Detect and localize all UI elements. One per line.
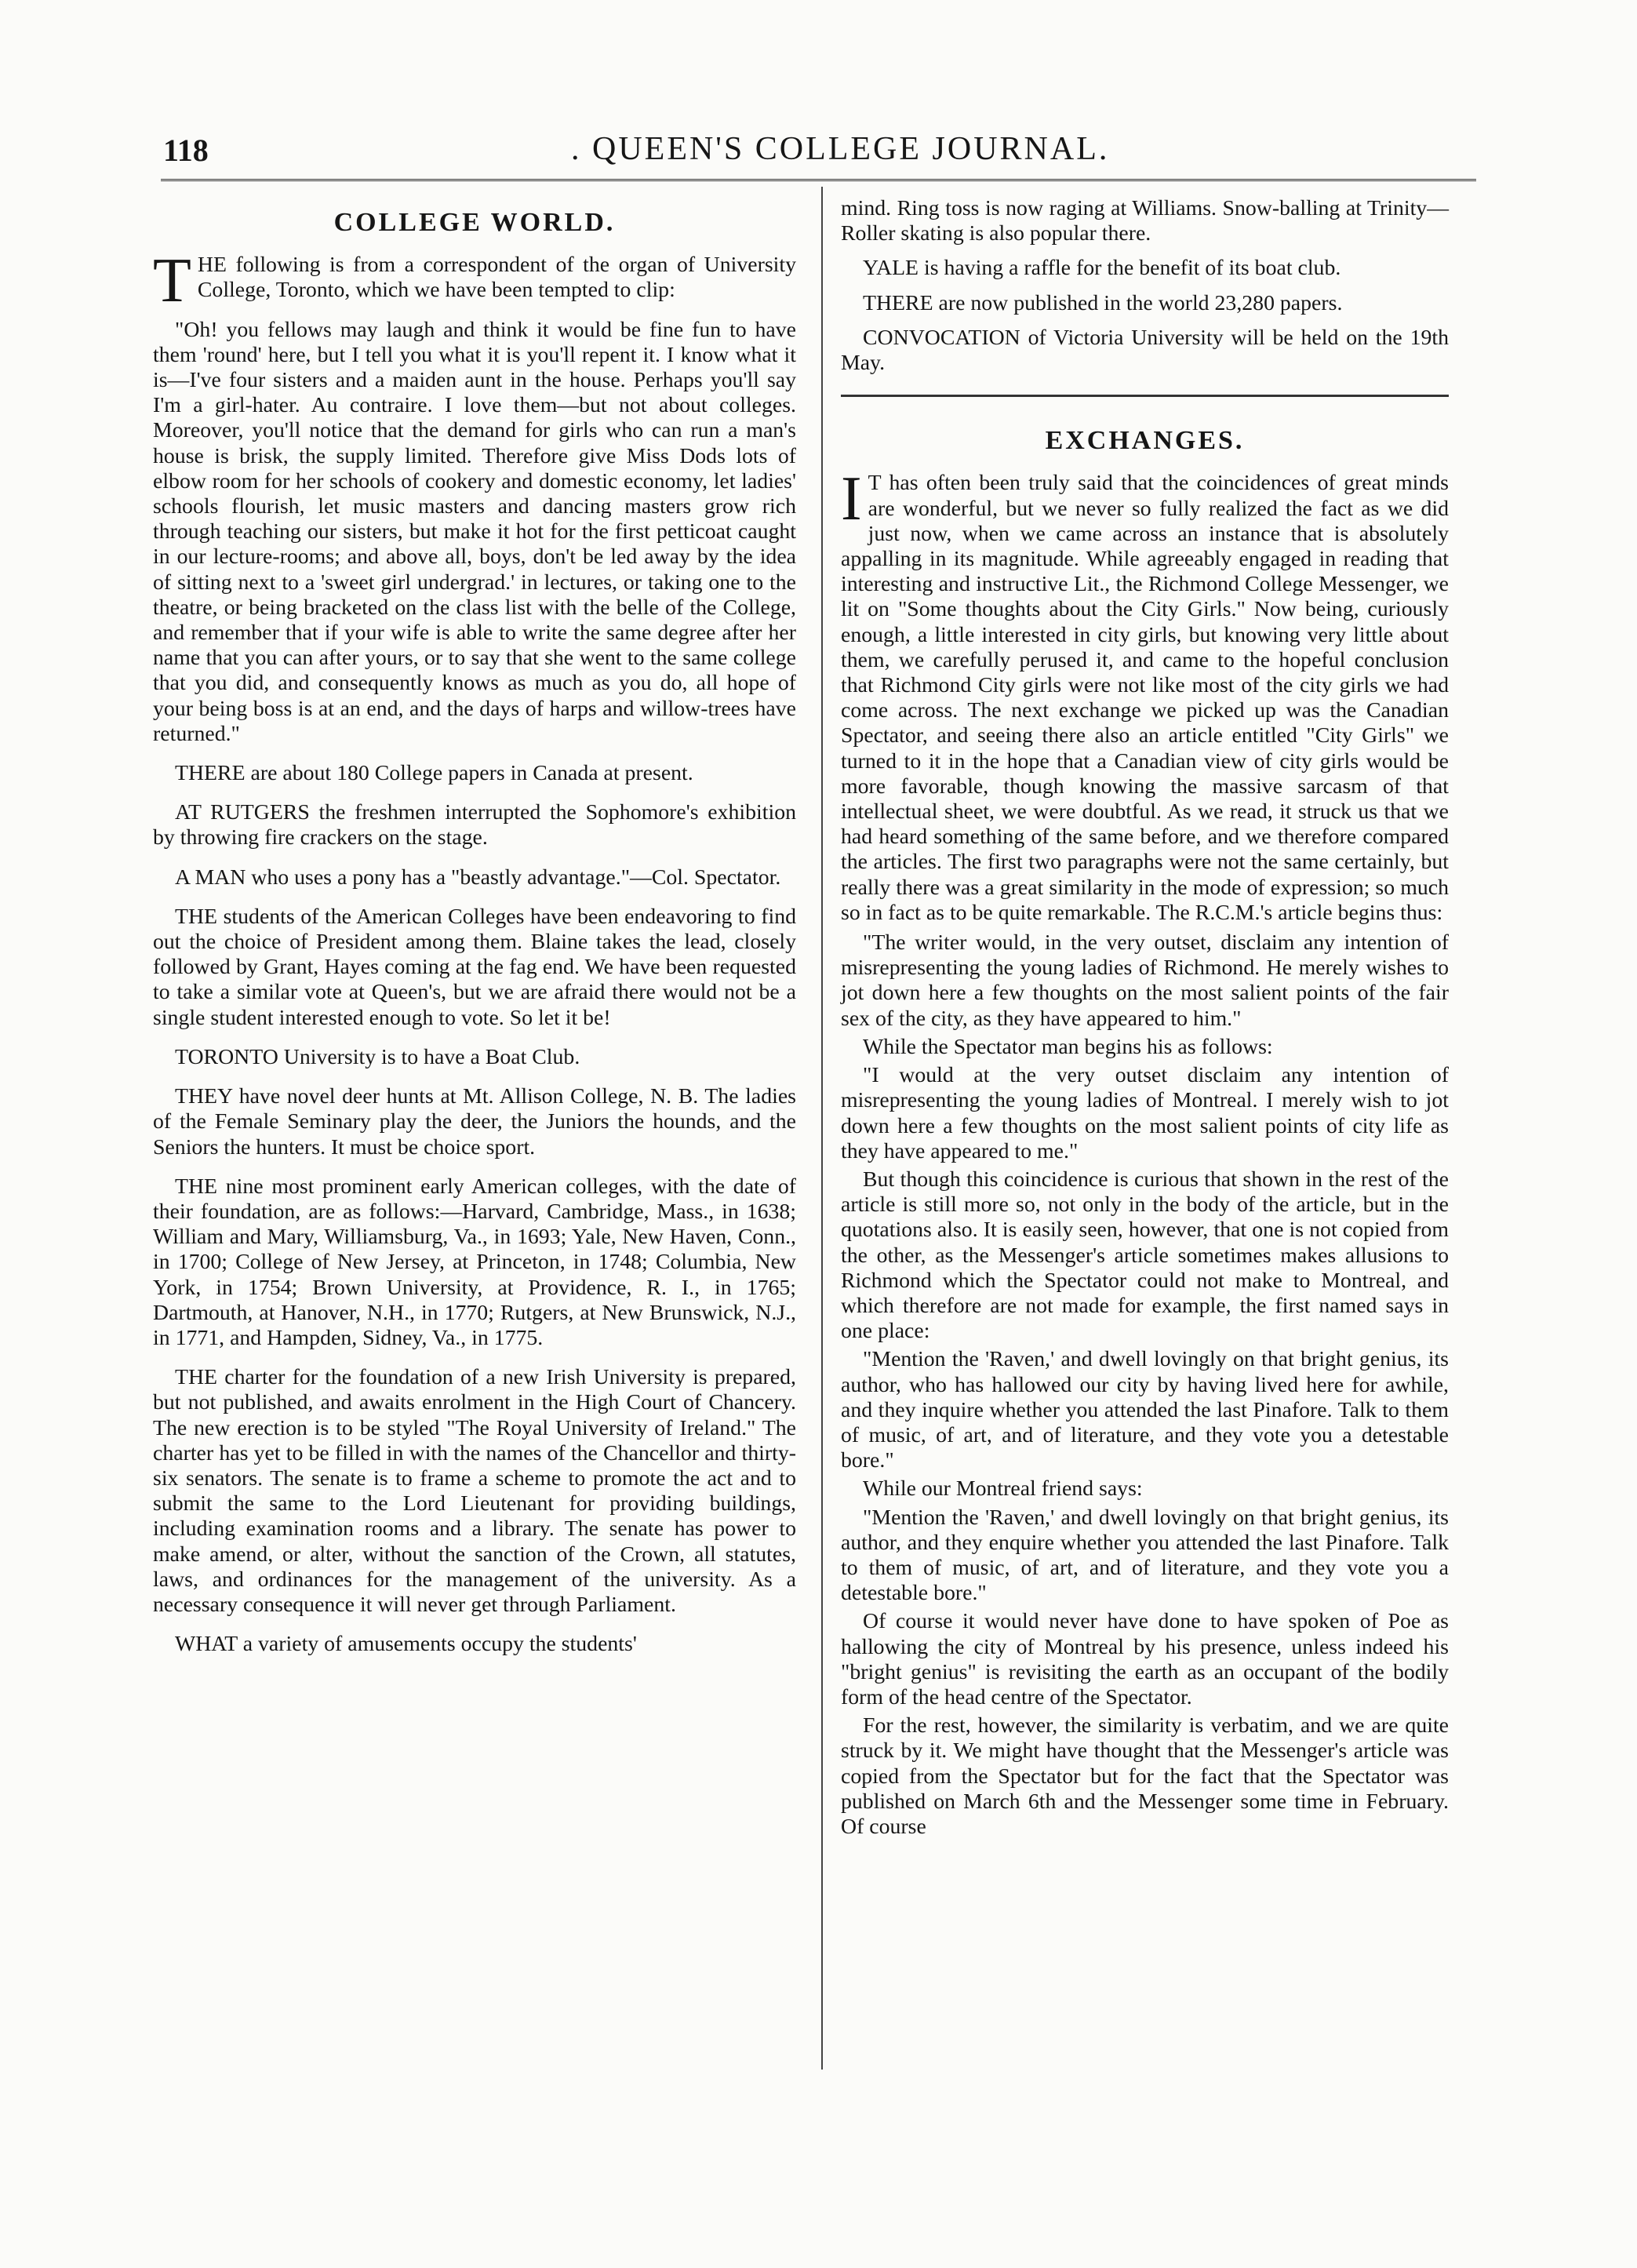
paragraph: But though this coincidence is curious that shown in the rest of the article is still more so, not only in the body of the article, but in the quotations also. It is easily seen, however, that one is not copied from the other, as the Messenger's article sometimes makes allusions to Richmond which the Spectator could not make to Montreal, and which therefore are not made for example, the first named says in one place: (841, 1167, 1449, 1344)
paragraph: TORONTO University is to have a Boat Club. (175, 1044, 580, 1069)
paragraph: THERE are now published in the world 23,280 papers. (863, 290, 1343, 315)
paragraph: YALE is having a raffle for the benefit of its boat club. (863, 256, 1341, 281)
page-header (0, 0, 1637, 180)
journal-title: . QUEEN'S COLLEGE JOURNAL. (571, 131, 1110, 167)
left-column (153, 196, 796, 1671)
paragraph: Of course it would never have done to have spoken of Poe as hallowing the city of Montreal by his presence, unless indeed his "bright genius" is revisiting the earth as an occupant of the bodily form of the head centre of the Spectator. (841, 1609, 1449, 1709)
paragraph: THE charter for the foundation of a new Irish University is prepared, but not published, and awaits enrolment in the High Court of Chancery. The new erection is to be styled "The Royal University of Ireland." The charter has yet to be filled in with the names of the Chancellor and thirty-six senators. The senate is to frame a scheme to promote the act and to submit the same to the Lord Lieutenant for providing buildings, including examination rooms and a library. The senate has power to make amend, or alter, without the sanction of the Crown, all statutes, laws, and ordinances for the management of the university. As a necessary consequence it will never get through Parliament. (153, 1365, 796, 1617)
paragraph: For the rest, however, the similarity is verbatim, and we are quite struck by it. We might have thought that the Messenger's article was copied from the Spectator but for the fact that the Spectator was published on March 6th and the Messenger some time in February. Of course (841, 1713, 1449, 1839)
paragraph: mind. Ring toss is now raging at Williams. Snow-balling at Trinity—Roller skating is also popular there. (841, 196, 1449, 246)
quote-paragraph: "Oh! you fellows may laugh and think it would be fine fun to have them 'round' here, but I tell you what it is you'll repent it. I know what it is—I've four sisters and a maiden aunt in the house. Perhaps you'll say I'm a girl-hater. Au contraire. I love them—but not about colleges. Moreover, you'll notice that the demand for girls who can run a man's house is brisk, the supply limited. Therefore give Miss Dods lots of elbow room for her schools of cookery and domestic economy, let ladies' schools flourish, let music masters and dancing masters grow rich through teaching our sisters, but make it hot for the first petticoat caught in our lecture-rooms; and above all, boys, don't be led away by the idea of sitting next to a 'sweet girl undergrad.' in lectures, or taking one to the theatre, or being bracketed on the class list with the belle of the College, and remember that if your wife is able to write the same degree after her name that you can after yours, or to say that she went to the same college that you did, and consequently knows as much as you do, all hope of your being boss is at an end, and the days of harps and willow-trees have returned." (153, 317, 796, 746)
paragraph: While our Montreal friend says: (863, 1476, 1143, 1502)
paragraph: THE nine most prominent early American colleges, with the date of their foundation, are as follows:—Harvard, Cambridge, Mass., in 1638; William and Mary, Williamsburg, Va., in 1693; Yale, New Haven, Conn., in 1700; College of New Jersey, at Princeton, in 1748; Columbia, New York, in 1754; Brown University, at Providence, R. I., in 1765; Dartmouth, at Hanover, N.H., in 1770; Rutgers, at New Brunswick, N.J., in 1771, and Hampden, Sidney, Va., in 1775. (153, 1174, 796, 1350)
paragraph: THERE are about 180 College papers in Canada at present. (175, 761, 693, 786)
paragraph: While the Spectator man begins his as follows: (863, 1034, 1273, 1059)
header-rule (161, 179, 1476, 181)
paragraph: THE following is from a correspondent of the organ of University College, Toronto, which we have been tempted to clip: (153, 246, 796, 316)
paragraph: IT has often been truly said that the coincidences of great minds are wonderful, but we never so fully realized the fact as we did just now, when we came across an instance that is absolutely appalling in its magnitude. While agreeably engaged in reading that interesting and instructive Lit., the Richmond College Messenger, we lit on "Some thoughts about the City Girls." Now being, curiously enough, a little interested in city girls, but knowing very little about them, we carefully perused it, and came to the hopeful conclusion that Richmond City girls were not like most of the city girls we had come across. The next exchange we picked up was the Canadian Spectator, and seeing there also an article entitled "City Girls" we turned to it in the hope that a Canadian view of city girls would be more favorable, though knowing the massive sarcasm of that intellectual sheet, we were doubtful. As we read, it struck us that we had heard something of the same before, and we therefore compared the articles. The first two paragraphs were not the same certainly, but really there was a great similarity in the mode of expression; so much so in fact as to be quite remarkable. The R.C.M.'s article begins thus: (841, 464, 1449, 925)
page-number: 118 (163, 133, 209, 168)
quote-paragraph: "I would at the very outset disclaim any intention of misrepresenting the young ladies of Montreal. I merely wish to jot down here a few thoughts on the most salient points of city life as they have appeared to me." (841, 1063, 1449, 1163)
quote-paragraph: "Mention the 'Raven,' and dwell lovingly on that bright genius, its author, who has hallowed our city by having lived here for awhile, and they inquire whether you attended the last Pinafore. Talk to them of music, of art, and of literature, and they vote you a detestable bore." (841, 1347, 1449, 1473)
paragraph: A MAN who uses a pony has a "beastly advantage."—Col. Spectator. (175, 865, 781, 890)
quote-paragraph: "The writer would, in the very outset, disclaim any intention of misrepresenting the young ladies of Richmond. He merely wishes to jot down here a few thoughts on the most salient points of the fair sex of the city, as they have appeared to him." (841, 930, 1449, 1031)
section-separator (841, 395, 1449, 397)
paragraph: THE students of the American Colleges have been endeavoring to find out the choice of President among them. Blaine takes the lead, closely followed by Grant, Hayes coming at the fag end. We have been requested to take a similar vote at Queen's, but we are afraid there would not be a single student interested enough to vote. So let it be! (153, 904, 796, 1030)
paragraph: CONVOCATION of Victoria University will be held on the 19th May. (841, 325, 1449, 376)
quote-paragraph: "Mention the 'Raven,' and dwell lovingly on that bright genius, its author, and they enquire whether you attended the last Pinafore. Talk to them of music, of art, and of literature, and they vote you a detestable bore." (841, 1505, 1449, 1606)
college-world-continued (841, 196, 1449, 376)
paragraph: AT RUTGERS the freshmen interrupted the Sophomore's exhibition by throwing fire crackers on the stage. (153, 800, 796, 850)
paragraph: WHAT a variety of amusements occupy the students' (175, 1632, 637, 1657)
column-divider (821, 187, 823, 2070)
right-column (841, 196, 1449, 1843)
section-heading-exchanges: EXCHANGES. (1045, 426, 1245, 456)
section-heading-college-world: COLLEGE WORLD. (333, 208, 616, 237)
paragraph: THEY have novel deer hunts at Mt. Allison College, N. B. The ladies of the Female Seminary play the deer, the Juniors the hounds, and the Seniors the hunters. It must be choice sport. (153, 1084, 796, 1159)
